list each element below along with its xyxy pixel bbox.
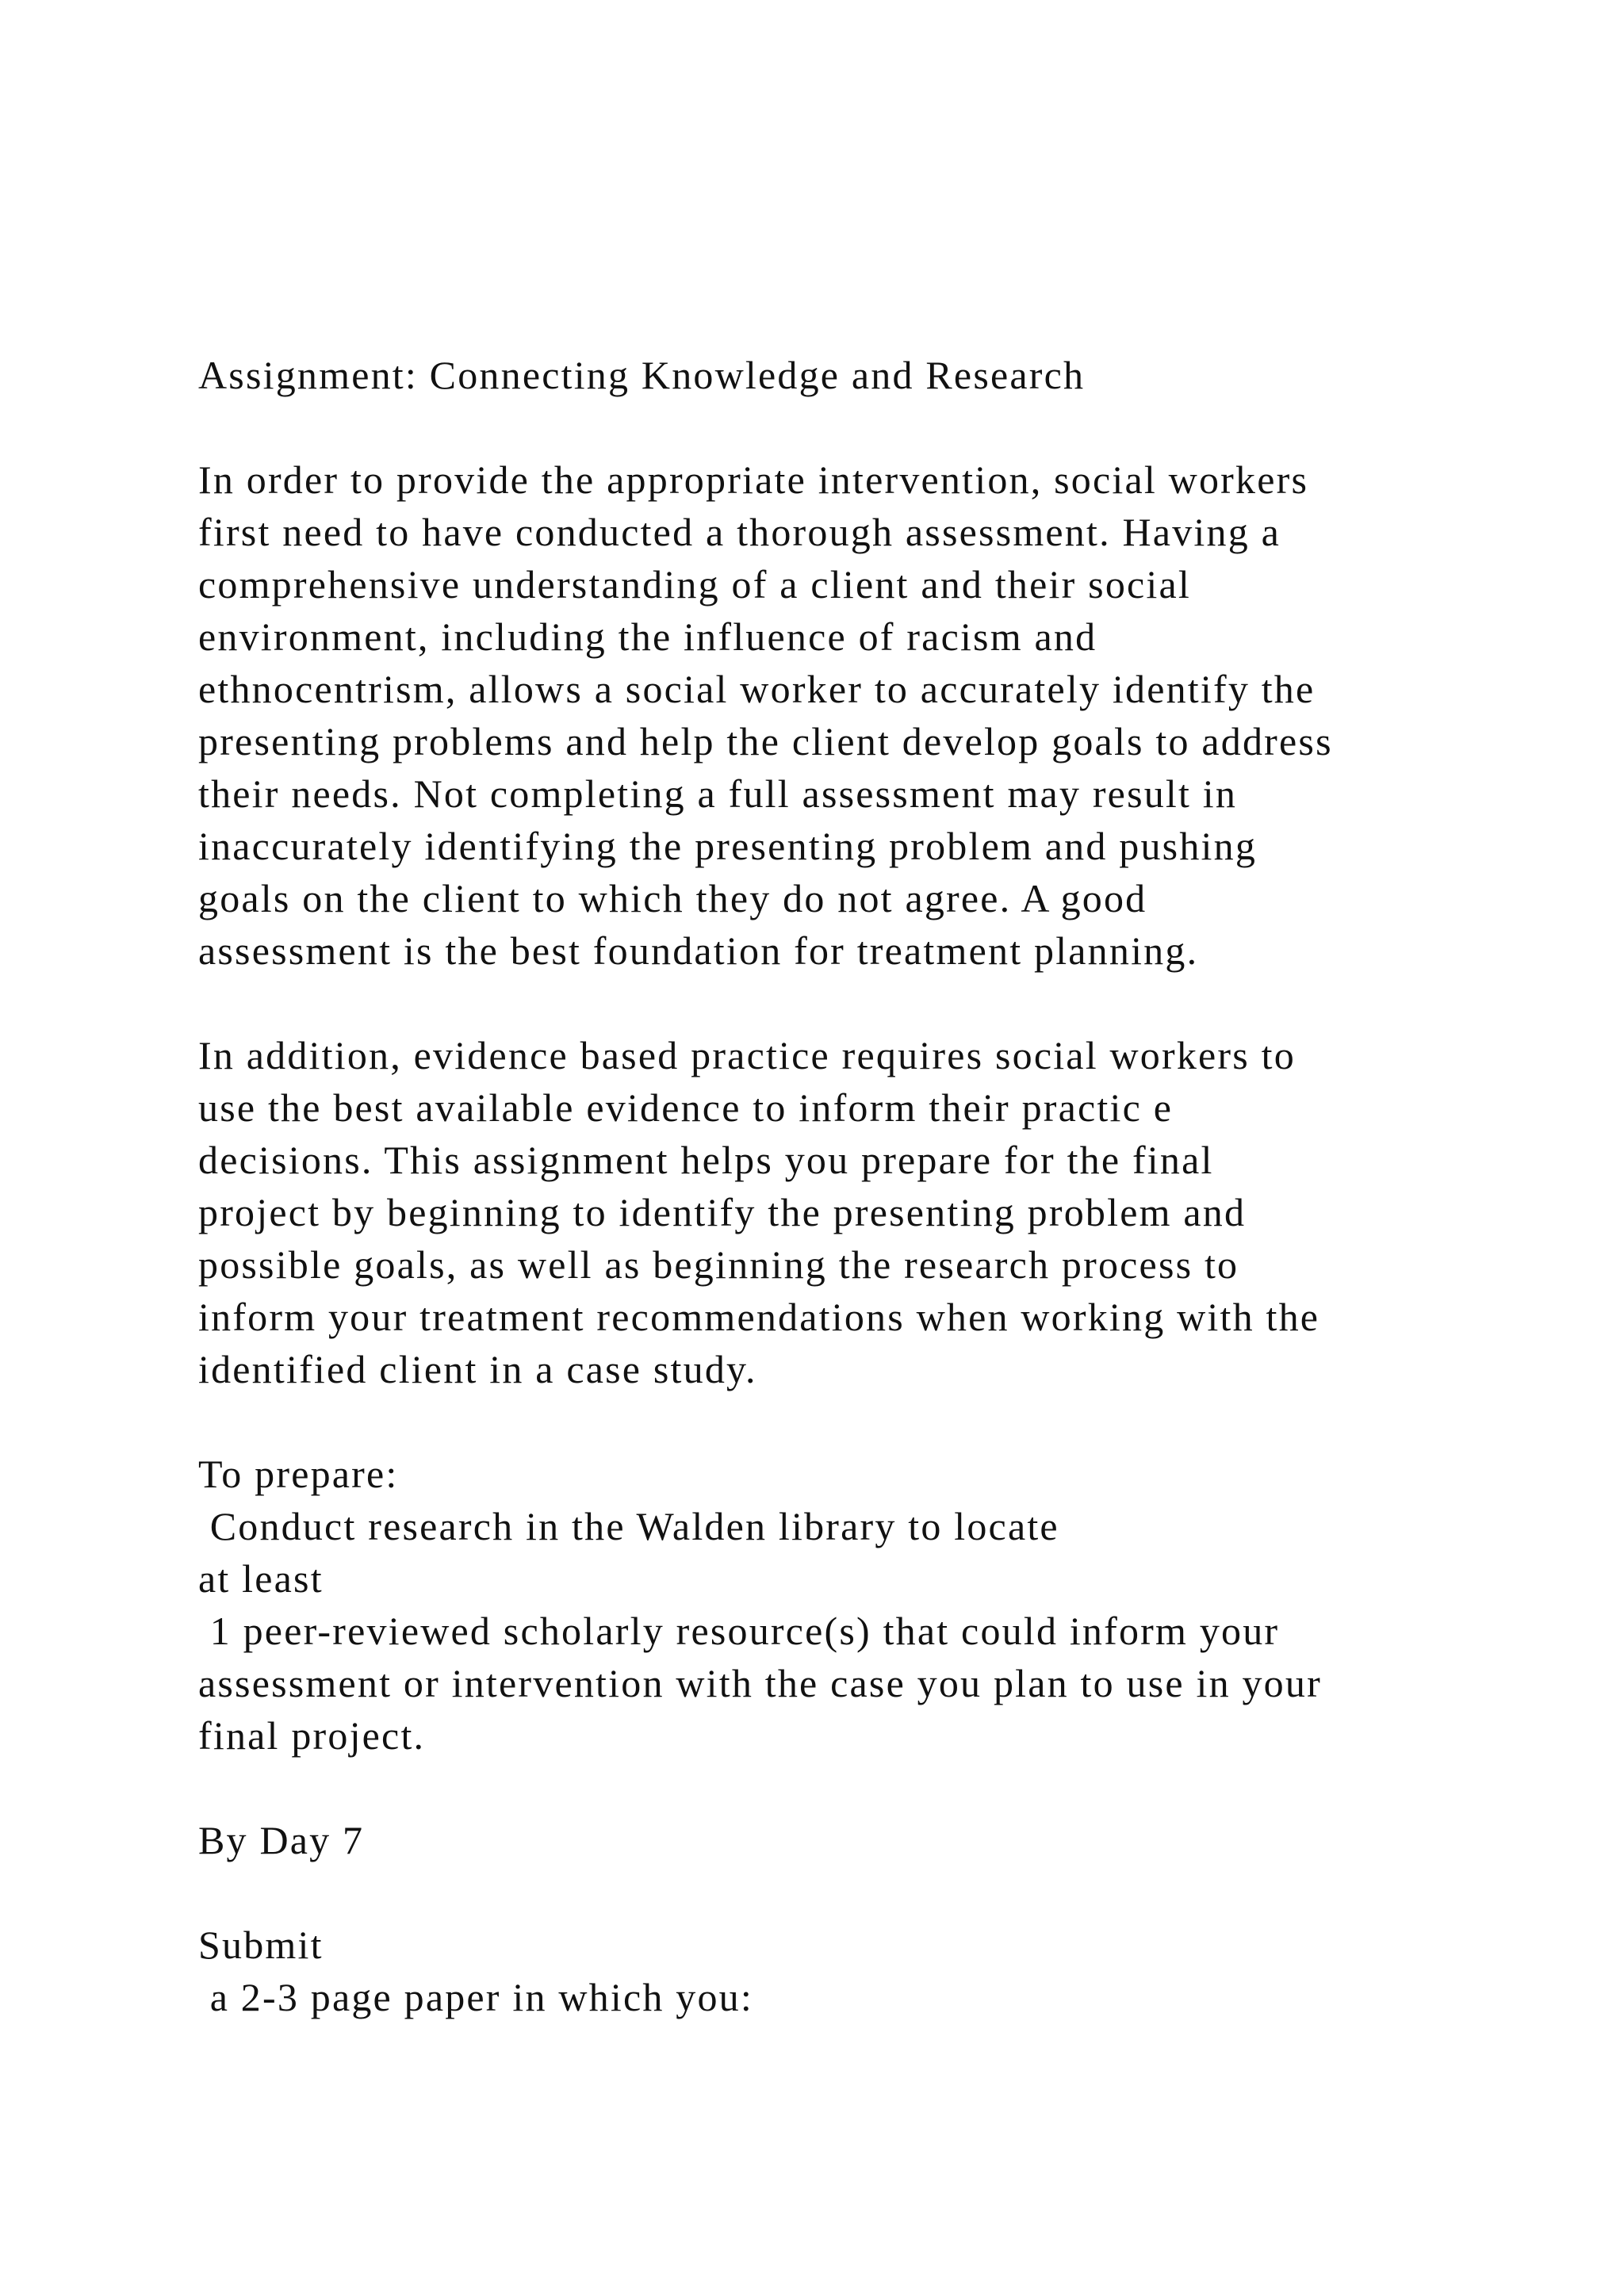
prepare-line: final project. bbox=[198, 1713, 426, 1758]
paragraph-line: possible goals, as well as beginning the research process to bbox=[198, 1242, 1239, 1287]
spacer bbox=[198, 401, 1546, 453]
paragraph-line: In order to provide the appropriate intervention, social workers bbox=[198, 457, 1309, 502]
paragraph-line: project by beginning to identify the presenting problem and bbox=[198, 1190, 1247, 1234]
spacer bbox=[198, 1762, 1546, 1814]
submit-line: a 2-3 page paper in which you: bbox=[198, 1975, 753, 2019]
paragraph-line: first need to have conducted a thorough assessment. Having a bbox=[198, 510, 1281, 554]
spacer bbox=[198, 1866, 1546, 1919]
prepare-line: at least bbox=[198, 1556, 324, 1601]
paragraph-line: inform your treatment recommendations when working with the bbox=[198, 1295, 1320, 1339]
paragraph-line: identified client in a case study. bbox=[198, 1347, 757, 1391]
paragraph-line: goals on the client to which they do not agree. A good bbox=[198, 876, 1147, 920]
paragraph-line: ethnocentrism, allows a social worker to accurately identify the bbox=[198, 667, 1316, 711]
paragraph-line: presenting problems and help the client develop goals to address bbox=[198, 719, 1333, 763]
paragraph-line: use the best available evidence to inform their practic e bbox=[198, 1085, 1174, 1130]
deadline-heading: By Day 7 bbox=[198, 1818, 365, 1862]
paragraph-line: inaccurately identifying the presenting problem and pushing bbox=[198, 824, 1258, 868]
paragraph-line: In addition, evidence based practice requires social workers to bbox=[198, 1033, 1296, 1077]
assignment-title: Assignment: Connecting Knowledge and Research bbox=[198, 353, 1086, 397]
prepare-line: Conduct research in the Walden library to locate bbox=[198, 1504, 1059, 1548]
prepare-line: assessment or intervention with the case you plan to use in your bbox=[198, 1661, 1322, 1705]
prepare-line: 1 peer-reviewed scholarly resource(s) that could inform your bbox=[198, 1609, 1280, 1653]
paragraph-line: assessment is the best foundation for treatment planning. bbox=[198, 928, 1199, 973]
submit-section bbox=[198, 1919, 1546, 2023]
evidence-paragraph bbox=[198, 1029, 1546, 1395]
spacer bbox=[198, 977, 1546, 1029]
paragraph-line: environment, including the influence of racism and bbox=[198, 614, 1097, 659]
spacer bbox=[198, 1395, 1546, 1448]
document-body bbox=[198, 349, 1546, 2023]
submit-heading: Submit bbox=[198, 1923, 324, 1967]
paragraph-line: their needs. Not completing a full assessment may result in bbox=[198, 771, 1238, 816]
prepare-heading: To prepare: bbox=[198, 1452, 399, 1496]
paragraph-line: comprehensive understanding of a client and their social bbox=[198, 562, 1191, 607]
prepare-section bbox=[198, 1448, 1546, 1762]
intro-paragraph bbox=[198, 453, 1546, 977]
paragraph-line: decisions. This assignment helps you prepare for the final bbox=[198, 1138, 1214, 1182]
